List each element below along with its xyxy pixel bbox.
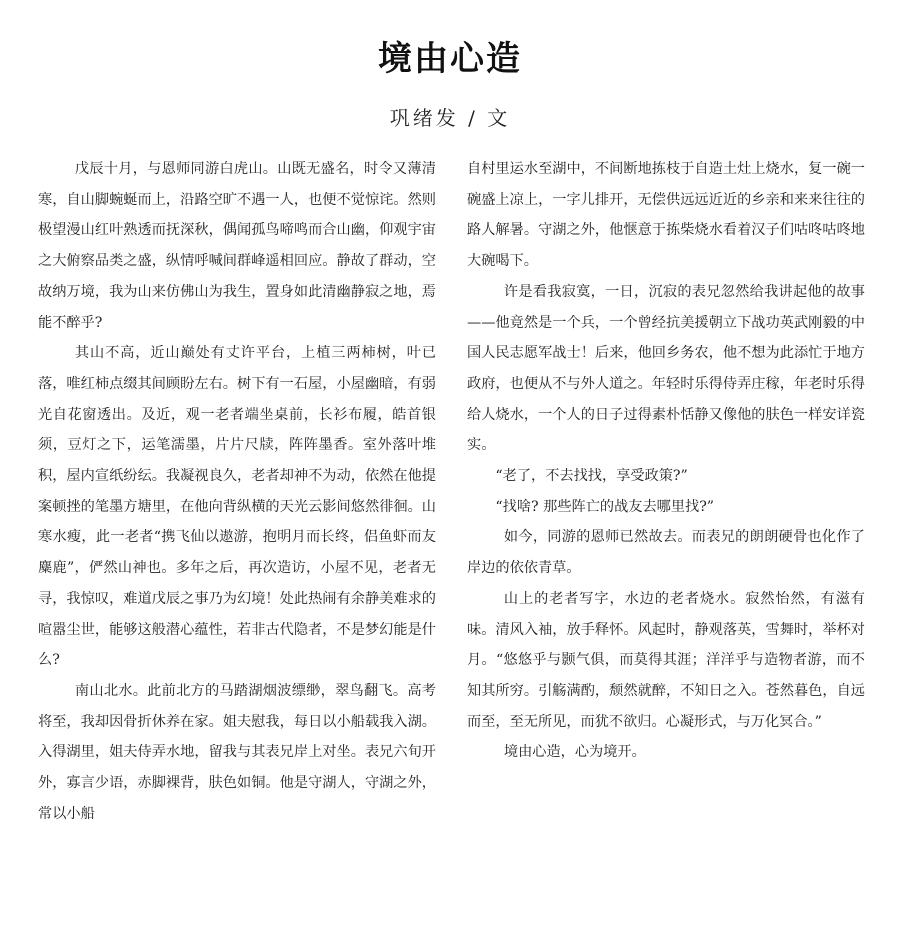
paragraph: 许是看我寂寞，一日，沉寂的表兄忽然给我讲起他的故事——他竟然是一个兵，一个曾经抗美援朝立下战功英武刚毅的中国人民志愿军战士！后来，他回乡务农，他不想为此添忙于地方政府，也便从不与外人道之。年轻时乐得侍弄庄稼，年老时乐得给人烧水，一个人的日子过得素朴恬静又像他的肤色一样安详瓷实。: [467, 283, 865, 454]
dialogue-line: “老了，不去找找，享受政策?”: [495, 468, 688, 485]
paragraph: 戊辰十月，与恩师同游白虎山。山既无盛名，时令又薄清寒，自山脚蜿蜒而上，沿路空旷不遇一人，也便不觉惊诧。然则极望漫山红叶熟透而抚深秋，偶闻孤鸟啼鸣而合山幽，仰观宇宙之大俯察品类之盛，纵情呼喊间群峰遥相回应。静故了群动，空故纳万境，我为山来仿佛山为我生，置身如此清幽静寂之地，焉能不醉乎?: [38, 161, 436, 331]
paragraph: 南山北水。此前北方的马踏湖烟波缥缈，翠鸟翻飞。高考将至，我却因骨折休养在家。姐夫慰我，每日以小船载我入湖。入得湖里，姐夫侍弄水地，留我与其表兄岸上对坐。表兄六旬开外，寡言少语，赤脚裸背，肤色如铜。他是守湖人，守湖之外，常以小船: [38, 682, 436, 822]
paragraph: 其山不高，近山巅处有丈许平台，上植三两柿树，叶已落，唯红柿点缀其间顾盼左右。树下有一石屋，小屋幽暗，有弱光自花窗透出。及近，观一老者端坐桌前，长衫布履，皓首银须，豆灯之下，运笔濡墨，片片尺牍，阵阵墨香。室外落叶堆积，屋内宣纸纷纭。我凝视良久，老者却神不为动，依然在他提案顿挫的笔墨方塘里，在他向背纵横的天光云影间悠然徘徊。山寒水瘦，此一老者“携飞仙以遨游，抱明月而长终，侣鱼虾而友麋鹿”，俨然山神也。多年之后，再次造访，小屋不见，老者无寻，我惊叹，难道戊辰之事乃为幻境！处此热闹有余静美难求的喧嚣尘世，能够这般潜心蕴性，若非古代隐者，不是梦幻能是什么?: [38, 345, 436, 669]
paragraph: 如今，同游的恩师已然故去。而表兄的朗朗硬骨也化作了岸边的依依青草。: [467, 529, 865, 577]
paragraph: 山上的老者写字，水边的老者烧水。寂然怡然，有滋有味。清风入袖，放手释怀。风起时，静观落英，雪舞时，举杯对月。“悠悠乎与颢气俱，而莫得其涯；洋洋乎与造物者游，而不知其所穷。引觞满酌，颓然就醉，不知日之入。苍然暮色，自远而至，至无所见，而犹不欲归。心凝形式，与万化冥合。”: [467, 590, 865, 730]
paragraph-continued: 自村里运水至湖中，不间断地拣枝于自造土灶上烧水，复一碗一碗盛上凉上，一字儿排开，无偿供远远近近的乡亲和来来往往的路人解暑。守湖之外，他惬意于拣柴烧水看着汉子们咕咚咕咚地大碗喝下。: [467, 161, 865, 270]
author-byline: 巩绪发 / 文: [389, 106, 511, 130]
left-column: [38, 154, 436, 829]
closing-line: 境由心造，心为境开。: [503, 744, 646, 761]
article-title: 境由心造: [378, 39, 522, 79]
dialogue-line: “找啥? 那些阵亡的战友去哪里找?”: [495, 498, 715, 515]
right-column: [467, 154, 865, 768]
